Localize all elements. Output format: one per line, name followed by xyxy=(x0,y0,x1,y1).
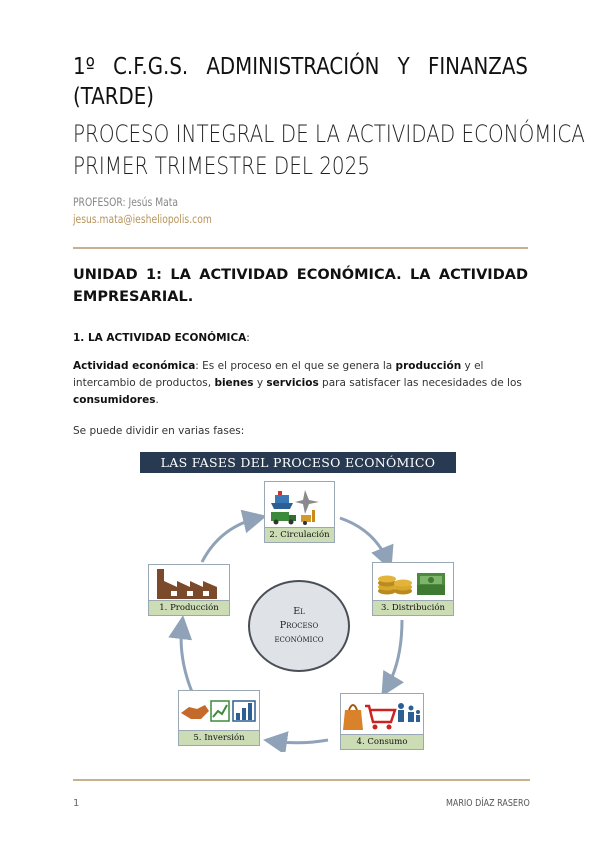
center-text-3: económico xyxy=(274,634,324,645)
unit-title: UNIDAD 1: LA ACTIVIDAD ECONÓMICA. LA ACTIVIDAD EMPRESARIAL. xyxy=(73,267,528,305)
definition-text-4: para satisfacer las necesidades de los xyxy=(318,377,522,389)
definition-text-1: : Es el proceso en el que se genera la xyxy=(195,360,396,372)
shopping-icon xyxy=(341,694,423,734)
phase-produccion xyxy=(148,564,230,616)
professor-email[interactable]: jesus.mata@iesheliopolis.com xyxy=(73,212,212,226)
definition-paragraph xyxy=(73,358,531,409)
definition-bold-2: bienes xyxy=(214,377,254,389)
arrow-circulation-distribution xyxy=(340,518,388,562)
phase-label-distribucion: 3. Distribución xyxy=(373,600,453,615)
professor-name: PROFESOR: Jesús Mata xyxy=(73,195,179,209)
arrow-consumo-inversion xyxy=(272,740,328,743)
center-text-2: Proceso xyxy=(279,620,319,631)
course-title: 1º C.F.G.S. ADMINISTRACIÓN Y FINANZAS (TARDE) xyxy=(73,54,528,110)
factory-icon xyxy=(149,565,229,601)
subject-line-1: PROCESO INTEGRAL DE LA ACTIVIDAD ECONÓMICA xyxy=(73,120,585,148)
phase-label-inversion: 5. Inversión xyxy=(179,730,259,745)
phase-label-produccion: 1. Producción xyxy=(149,600,229,615)
phase-label-circulacion: 2. Circulación xyxy=(265,527,334,542)
author-name: MARIO DÍAZ RASERO xyxy=(446,798,530,809)
phases-intro: Se puede dividir en varias fases: xyxy=(73,425,245,437)
subject-title xyxy=(73,118,585,182)
section-heading-text: 1. LA ACTIVIDAD ECONÓMICA xyxy=(73,332,247,344)
transport-icon xyxy=(265,482,334,527)
arrow-inversion-produccion xyxy=(181,624,192,692)
definition-text-3: y xyxy=(253,377,267,389)
section-heading xyxy=(73,332,250,344)
diagram-title: LAS FASES DEL PROCESO ECONÓMICO xyxy=(140,452,456,473)
phase-distribucion xyxy=(372,562,454,616)
subject-line-2: PRIMER TRIMESTRE DEL 2025 xyxy=(73,152,370,180)
phase-consumo xyxy=(340,693,424,750)
header-divider xyxy=(73,247,528,249)
definition-bold-3: servicios xyxy=(266,377,319,389)
investment-icon xyxy=(179,691,259,731)
center-text-1: El xyxy=(293,606,305,617)
definition-text-2: y el intercambio de productos, xyxy=(73,360,484,389)
definition-bold-4: consumidores xyxy=(73,394,156,406)
economic-process-diagram xyxy=(140,452,458,752)
definition-bold-1: producción xyxy=(395,360,462,372)
process-center-circle xyxy=(248,580,350,672)
money-icon xyxy=(373,563,453,601)
footer-divider xyxy=(73,779,530,781)
arrow-distribution-consumo xyxy=(386,620,402,689)
phase-inversion xyxy=(178,690,260,746)
phase-label-consumo: 4. Consumo xyxy=(341,734,423,749)
page-number: 1 xyxy=(73,798,80,809)
phase-circulacion xyxy=(264,481,335,543)
definition-text-5: . xyxy=(155,394,159,406)
definition-term: Actividad económica xyxy=(73,360,196,372)
arrow-produccion-circulacion xyxy=(202,518,258,562)
section-heading-colon: : xyxy=(246,332,250,344)
